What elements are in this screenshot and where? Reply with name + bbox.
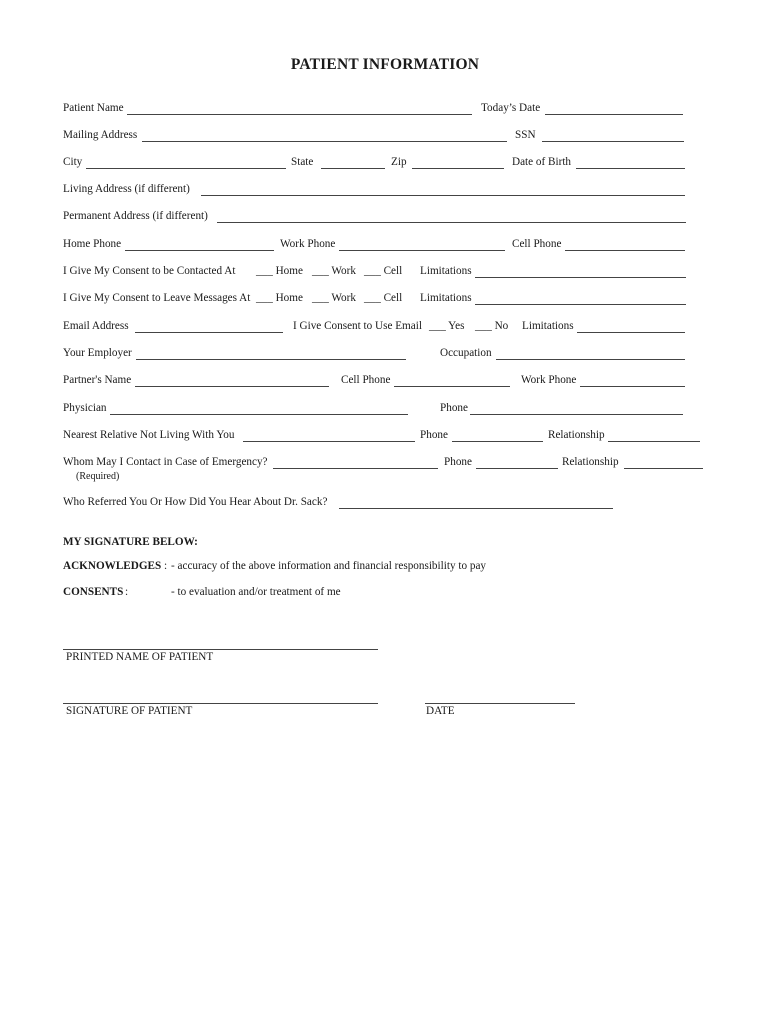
row-permanent-address [63, 210, 703, 228]
signature-heading [63, 536, 703, 554]
living-address-field[interactable] [201, 195, 685, 196]
permanent-address-label: Permanent Address (if different) [63, 210, 208, 222]
work-phone-label: Work Phone [280, 238, 336, 250]
city-field[interactable] [86, 168, 286, 169]
required-note: (Required) [76, 471, 120, 482]
emergency-phone-field[interactable] [476, 468, 558, 469]
partner-work-phone-label: Work Phone [521, 374, 577, 386]
printed-name-line[interactable] [63, 649, 378, 650]
relative-relationship-field[interactable] [608, 441, 700, 442]
row-employer [63, 347, 703, 365]
email-limitations-label: Limitations [522, 320, 574, 332]
partner-work-phone-field[interactable] [580, 386, 685, 387]
emergency-phone-label: Phone [444, 456, 472, 468]
employer-field[interactable] [136, 359, 406, 360]
acknowledges-text: - accuracy of the above information and financial responsibility to pay [171, 560, 487, 572]
state-field[interactable] [321, 168, 385, 169]
home-phone-label: Home Phone [63, 238, 122, 250]
emergency-relationship-label: Relationship [562, 456, 619, 468]
email-yes-option[interactable]: ___ Yes [429, 320, 465, 332]
employer-label: Your Employer [63, 347, 132, 359]
partner-cell-phone-label: Cell Phone [341, 374, 391, 386]
city-label: City [63, 156, 83, 168]
row-referral [63, 496, 703, 514]
row-consent-messages [63, 292, 703, 310]
consents-colon: : [125, 586, 129, 598]
row-physician [63, 402, 703, 420]
row-consent-contact [63, 265, 703, 283]
row-mailing-address [63, 129, 703, 147]
consents-text: - to evaluation and/or treatment of me [171, 586, 341, 598]
todays-date-label: Today’s Date [481, 102, 541, 114]
occupation-label: Occupation [440, 347, 492, 359]
physician-label: Physician [63, 402, 107, 414]
patient-name-field[interactable] [127, 114, 472, 115]
cell-phone-field[interactable] [565, 250, 685, 251]
physician-field[interactable] [110, 414, 408, 415]
nearest-relative-field[interactable] [243, 441, 415, 442]
physician-phone-field[interactable] [470, 414, 683, 415]
relative-relationship-label: Relationship [548, 429, 605, 441]
row-partner [63, 374, 703, 392]
emergency-contact-label: Whom May I Contact in Case of Emergency? [63, 456, 268, 468]
referral-label: Who Referred You Or How Did You Hear About Dr. Sack? [63, 496, 328, 508]
email-label: Email Address [63, 320, 129, 332]
emergency-relationship-field[interactable] [624, 468, 703, 469]
signature-line[interactable] [63, 703, 378, 704]
living-address-label: Living Address (if different) [63, 183, 190, 195]
home-phone-field[interactable] [125, 250, 274, 251]
consent-messages-work-option[interactable]: ___ Work [312, 292, 356, 304]
row-email [63, 320, 703, 338]
row-phones [63, 238, 703, 256]
row-nearest-relative [63, 429, 703, 447]
consent-contact-limitations-label: Limitations [420, 265, 472, 277]
ssn-label: SSN [515, 129, 536, 141]
consent-contact-limitations-field[interactable] [475, 277, 686, 278]
mailing-address-label: Mailing Address [63, 129, 138, 141]
row-emergency-contact [63, 456, 703, 474]
acknowledges-label: ACKNOWLEDGES [63, 560, 162, 572]
consents-row [63, 586, 703, 604]
consent-messages-limitations-label: Limitations [420, 292, 472, 304]
state-label: State [291, 156, 314, 168]
referral-field[interactable] [339, 508, 613, 509]
row-patient-name [63, 102, 703, 120]
email-field[interactable] [135, 332, 283, 333]
emergency-contact-field[interactable] [273, 468, 438, 469]
consent-contact-cell-option[interactable]: ___ Cell [364, 265, 403, 277]
dob-field[interactable] [576, 168, 685, 169]
mailing-address-field[interactable] [142, 141, 507, 142]
consent-messages-limitations-field[interactable] [475, 304, 686, 305]
zip-field[interactable] [412, 168, 504, 169]
date-label: DATE [426, 705, 455, 717]
occupation-field[interactable] [496, 359, 685, 360]
relative-phone-label: Phone [420, 429, 448, 441]
partner-name-field[interactable] [135, 386, 329, 387]
email-no-option[interactable]: ___ No [475, 320, 509, 332]
consent-contact-home-option[interactable]: ___ Home [256, 265, 303, 277]
signature-label: SIGNATURE OF PATIENT [66, 705, 193, 717]
relative-phone-field[interactable] [452, 441, 543, 442]
email-limitations-field[interactable] [577, 332, 685, 333]
nearest-relative-label: Nearest Relative Not Living With You [63, 429, 235, 441]
acknowledges-row [63, 560, 703, 578]
consent-messages-home-option[interactable]: ___ Home [256, 292, 303, 304]
todays-date-field[interactable] [545, 114, 683, 115]
physician-phone-label: Phone [440, 402, 468, 414]
printed-name-label: PRINTED NAME OF PATIENT [66, 651, 214, 663]
ssn-field[interactable] [542, 141, 684, 142]
patient-name-label: Patient Name [63, 102, 124, 114]
consents-label: CONSENTS [63, 586, 124, 598]
partner-cell-phone-field[interactable] [394, 386, 510, 387]
form-title: PATIENT INFORMATION [290, 56, 480, 73]
cell-phone-label: Cell Phone [512, 238, 562, 250]
dob-label: Date of Birth [512, 156, 572, 168]
permanent-address-field[interactable] [217, 222, 686, 223]
consent-contact-label: I Give My Consent to be Contacted At [63, 265, 236, 277]
work-phone-field[interactable] [339, 250, 505, 251]
row-city-state-zip [63, 156, 703, 174]
partner-name-label: Partner's Name [63, 374, 132, 386]
consent-email-label: I Give Consent to Use Email [293, 320, 422, 332]
consent-messages-cell-option[interactable]: ___ Cell [364, 292, 403, 304]
date-line[interactable] [425, 703, 575, 704]
signature-heading-text: MY SIGNATURE BELOW: [63, 536, 198, 548]
consent-contact-work-option[interactable]: ___ Work [312, 265, 356, 277]
consent-messages-label: I Give My Consent to Leave Messages At [63, 292, 251, 304]
zip-label: Zip [391, 156, 407, 168]
row-living-address [63, 183, 703, 201]
acknowledges-colon: : [164, 560, 168, 572]
